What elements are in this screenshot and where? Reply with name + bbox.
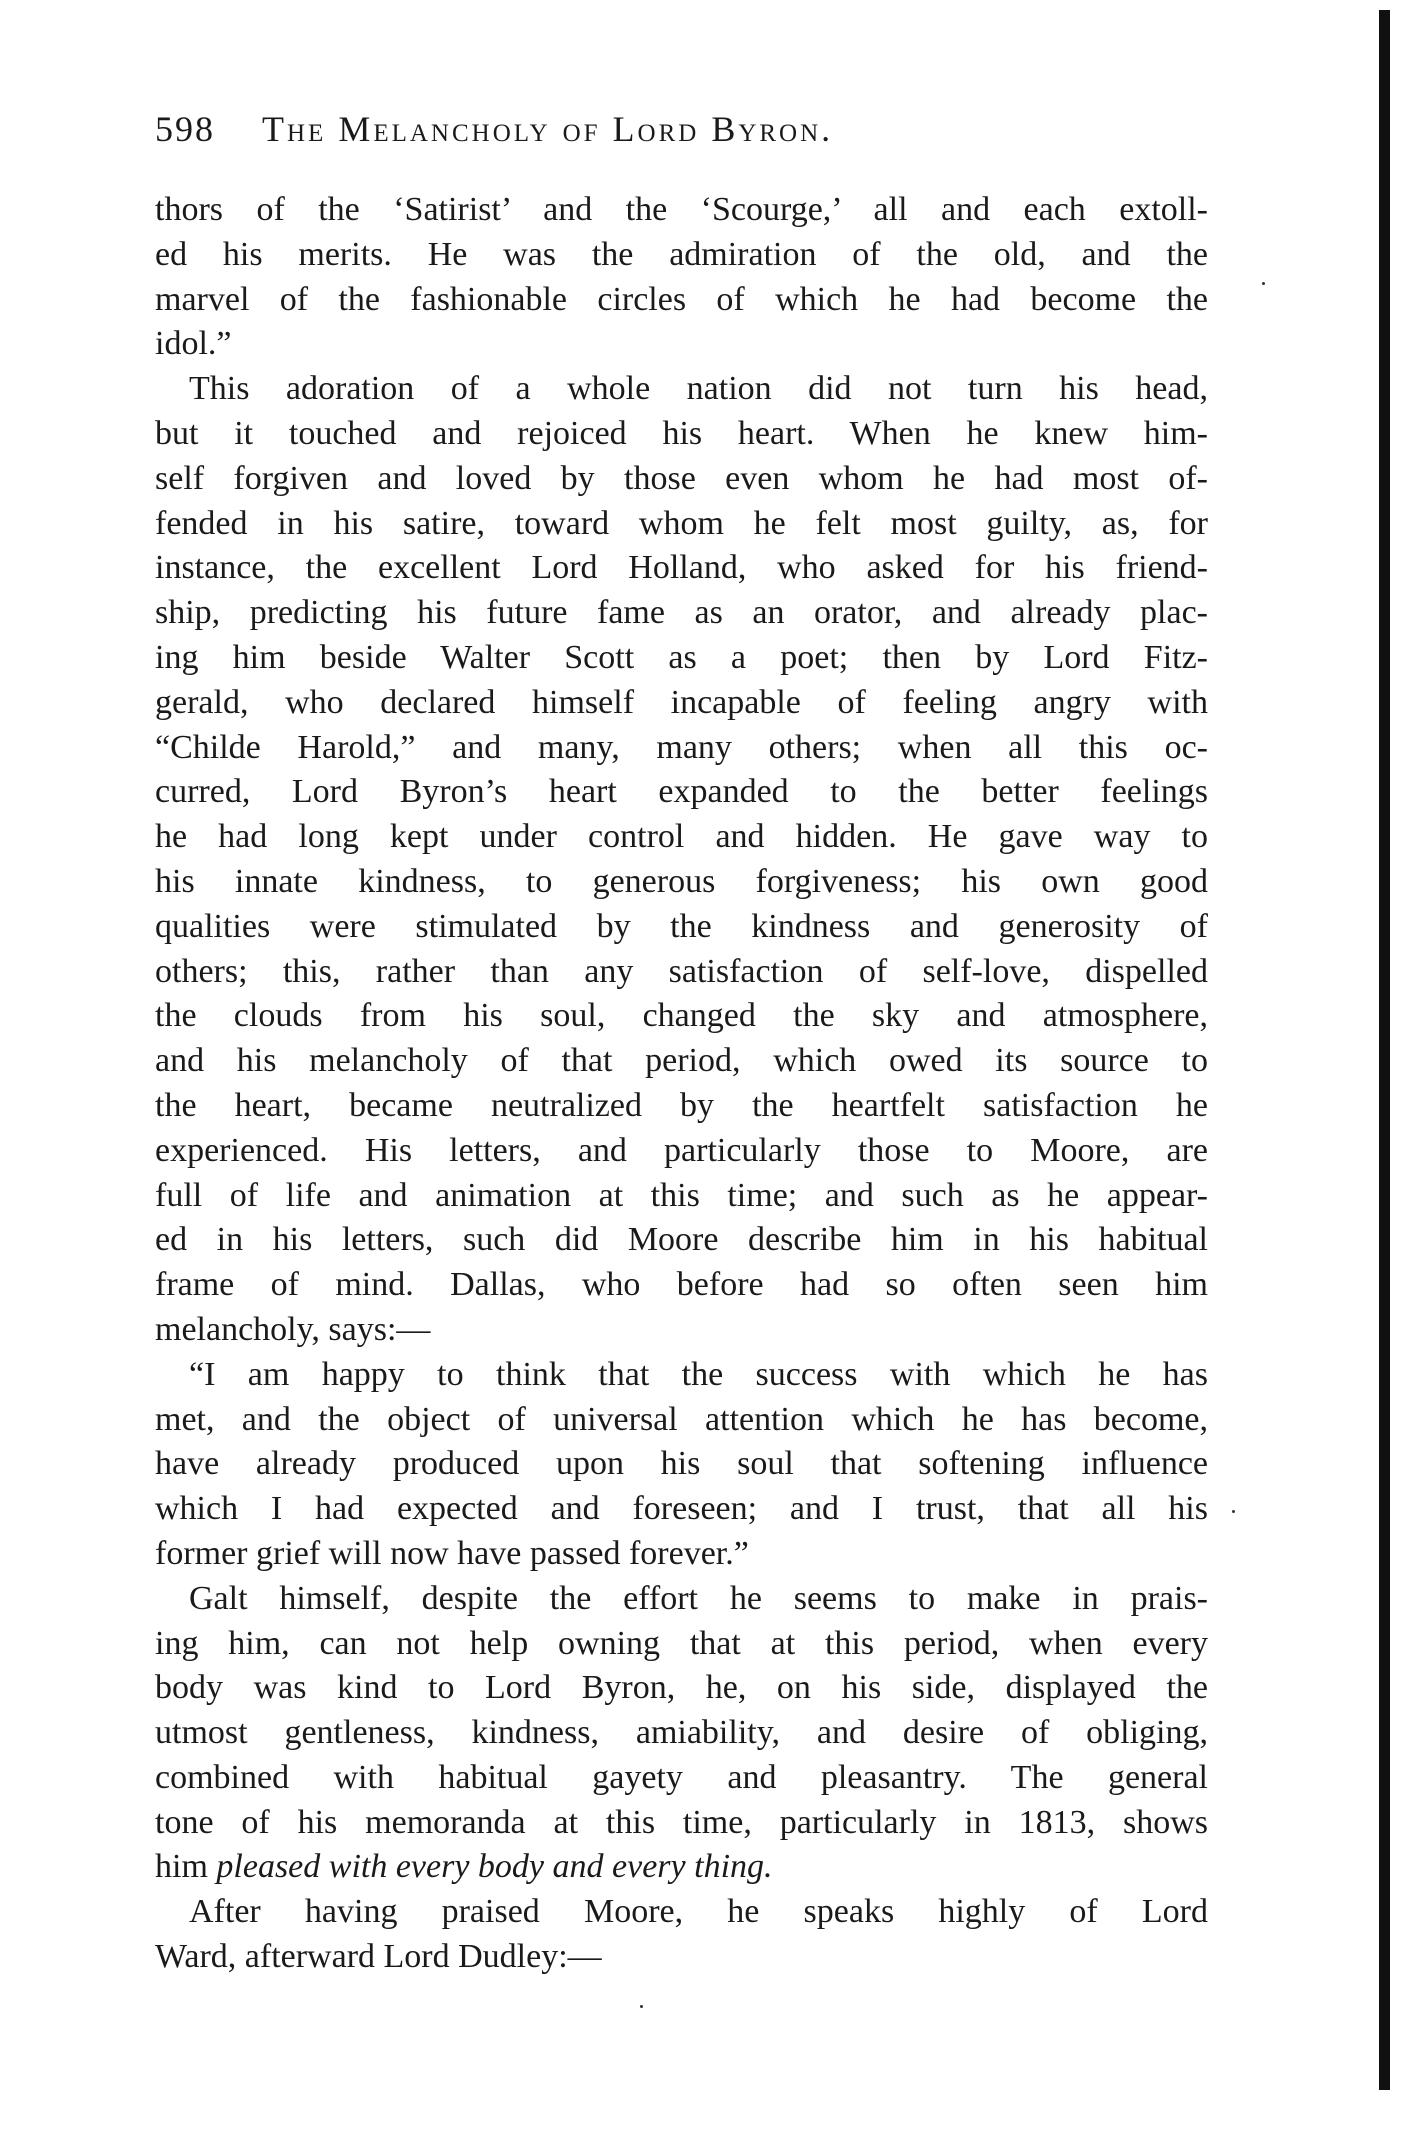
text-line [155, 1308, 1208, 1353]
line-italic-text: pleased with every body and every thing. [216, 1848, 773, 1886]
line-text: him [155, 1848, 217, 1886]
text-line [155, 1218, 1208, 1263]
text-line [155, 546, 1208, 591]
text-line [155, 1039, 1208, 1084]
text-line [155, 770, 1208, 815]
text-line [155, 188, 1208, 233]
line-text: and his melancholy of that period, which owed its source to [155, 1042, 1208, 1080]
line-text: After having praised Moore, he speaks highly of Lord [189, 1893, 1208, 1931]
scan-speck [1262, 282, 1265, 285]
text-line [155, 1890, 1208, 1935]
body-text [155, 188, 1208, 1980]
text-line [155, 1263, 1208, 1308]
text-line [155, 950, 1208, 995]
text-line [155, 1487, 1208, 1532]
line-text: This adoration of a whole nation did not turn his head, [189, 370, 1208, 408]
line-text: “Childe Harold,” and many, many others; when all this oc- [155, 728, 1208, 766]
line-text: ed in his letters, such did Moore describe him in his habitual [155, 1221, 1208, 1259]
text-line [155, 233, 1208, 278]
text-line [155, 322, 1208, 367]
line-text: his innate kindness, to generous forgiveness; his own good [155, 862, 1208, 900]
text-line [155, 278, 1208, 323]
text-line [155, 636, 1208, 681]
line-text: full of life and animation at this time; and such as he appear- [155, 1176, 1208, 1214]
line-text: combined with habitual gayety and pleasantry. The general [155, 1758, 1208, 1796]
text-line [155, 1935, 1208, 1980]
text-line [155, 1129, 1208, 1174]
text-line [155, 457, 1208, 502]
scan-speck [1232, 1510, 1235, 1513]
line-text: idol.” [155, 325, 232, 363]
text-line [155, 905, 1208, 950]
line-text: curred, Lord Byron’s heart expanded to the better feelings [155, 773, 1208, 811]
running-title: The Melancholy of Lord Byron. [262, 109, 834, 149]
line-text: but it touched and rejoiced his heart. When he knew him- [155, 414, 1208, 452]
text-line [155, 860, 1208, 905]
line-text: ship, predicting his future fame as an orator, and already plac- [155, 594, 1208, 632]
text-line [155, 367, 1208, 412]
text-line [155, 1801, 1208, 1846]
line-text: thors of the ‘Satirist’ and the ‘Scourge,’ all and each extoll- [155, 191, 1208, 228]
text-line [155, 1711, 1208, 1756]
scan-speck [640, 2005, 643, 2008]
page-edge-shadow [1379, 10, 1390, 2090]
line-text: marvel of the fashionable circles of which he had become the [155, 280, 1208, 318]
text-line [155, 1532, 1208, 1577]
running-header [155, 108, 833, 150]
line-text: melancholy, says:— [155, 1310, 431, 1348]
line-text: ed his merits. He was the admiration of the old, and the [155, 235, 1208, 273]
page-number: 598 [155, 109, 215, 149]
text-line [155, 1666, 1208, 1711]
line-text: Ward, afterward Lord Dudley:— [155, 1938, 602, 1976]
text-line [155, 1084, 1208, 1129]
line-text: the clouds from his soul, changed the sky and atmosphere, [155, 997, 1208, 1035]
line-text: the heart, became neutralized by the heartfelt satisfaction he [155, 1086, 1208, 1124]
text-line [155, 1353, 1208, 1398]
line-text: qualities were stimulated by the kindness and generosity of [155, 907, 1208, 945]
line-text: experienced. His letters, and particularly those to Moore, are [155, 1131, 1208, 1169]
text-line [155, 412, 1208, 457]
line-text: ing him, can not help owning that at this period, when every [155, 1624, 1208, 1662]
line-text: Galt himself, despite the effort he seems to make in prais- [189, 1579, 1208, 1617]
text-line [155, 1442, 1208, 1487]
text-line [155, 994, 1208, 1039]
text-line [155, 681, 1208, 726]
line-text: he had long kept under control and hidden. He gave way to [155, 818, 1208, 856]
line-text: “I am happy to think that the success with which he has [189, 1355, 1208, 1393]
line-text: gerald, who declared himself incapable of feeling angry with [155, 683, 1208, 721]
line-text: former grief will now have passed forever.” [155, 1534, 749, 1572]
text-line [155, 1398, 1208, 1443]
line-text: tone of his memoranda at this time, particularly in 1813, shows [155, 1803, 1208, 1841]
line-text: which I had expected and foreseen; and I trust, that all his [155, 1490, 1208, 1528]
line-text: fended in his satire, toward whom he felt most guilty, as, for [155, 504, 1208, 542]
line-text: utmost gentleness, kindness, amiability, and desire of obliging, [155, 1714, 1208, 1752]
line-text: self forgiven and loved by those even whom he had most of- [155, 459, 1208, 497]
text-line [155, 1756, 1208, 1801]
text-line [155, 1577, 1208, 1622]
text-line [155, 1622, 1208, 1667]
text-line [155, 591, 1208, 636]
text-line [155, 815, 1208, 860]
line-text: others; this, rather than any satisfaction of self-love, dispelled [155, 952, 1208, 990]
line-text: instance, the excellent Lord Holland, who asked for his friend- [155, 549, 1208, 587]
line-text: ing him beside Walter Scott as a poet; then by Lord Fitz- [155, 638, 1208, 676]
text-line [155, 1174, 1208, 1219]
text-line [155, 502, 1208, 547]
text-line [155, 726, 1208, 771]
line-text: have already produced upon his soul that softening influence [155, 1445, 1208, 1483]
line-text: met, and the object of universal attention which he has become, [155, 1400, 1208, 1438]
line-text: frame of mind. Dallas, who before had so often seen him [155, 1266, 1208, 1304]
text-line [155, 1845, 1208, 1890]
line-text: body was kind to Lord Byron, he, on his side, displayed the [155, 1669, 1208, 1707]
